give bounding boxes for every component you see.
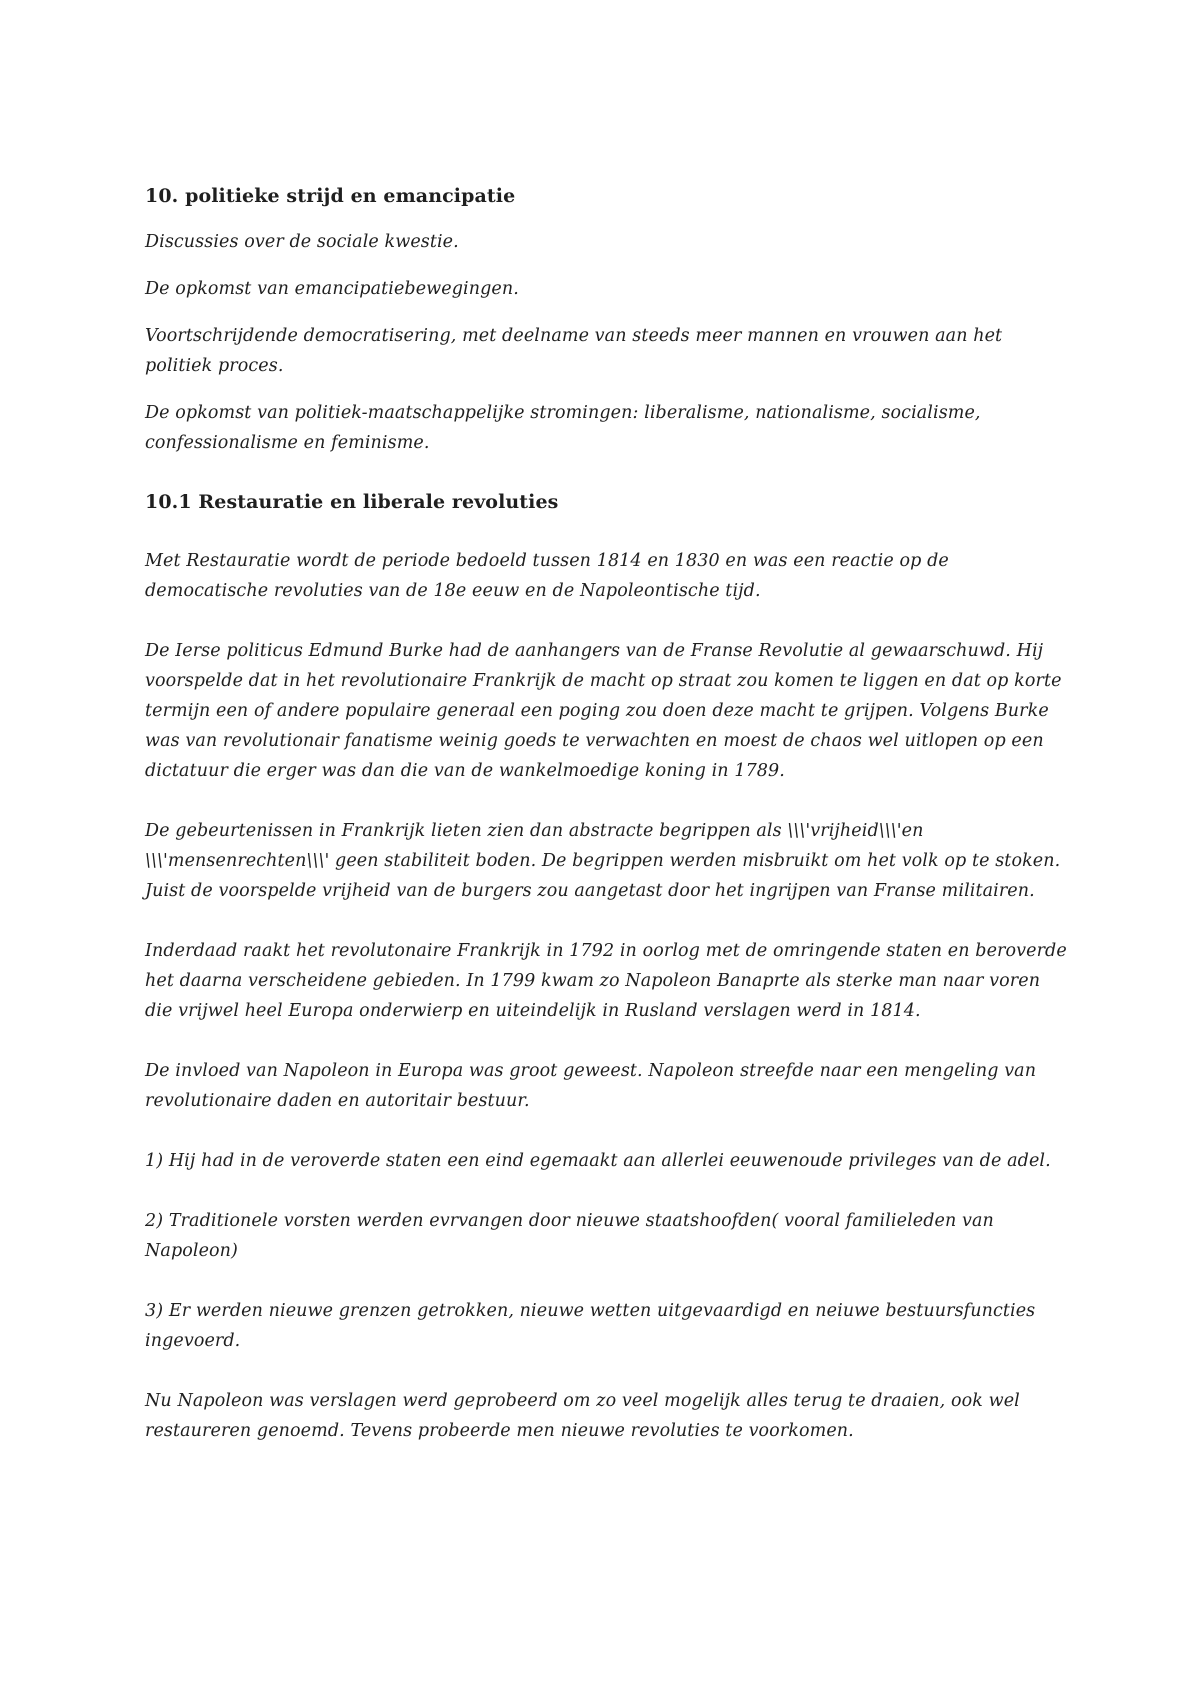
- paragraph-edmund-burke: De Ierse politicus Edmund Burke had de aanhangers van de Franse Revolutie al gewaarschuwd. Hij voorspelde dat in het revolutionaire Frankrijk de macht op straat zou komen te liggen en dat op korte termijn een of andere populaire generaal een poging zou doen deze macht te grijpen. Volgens Burke was van revolutionair fanatisme weinig goeds te verwachten en moest de chaos wel uitlopen op een dictatuur die erger was dan die van de wankelmoedige koning in 1789.: [145, 641, 1062, 781]
- paragraph-invloed-napoleon: De invloed van Napoleon in Europa was groot geweest. Napoleon streefde naar een mengeling van revolutionaire daden en autoritair bestuur.: [145, 1061, 1037, 1111]
- list-item-privileges-adel: 1) Hij had in de veroverde staten een eind egemaakt aan allerlei eeuwenoude privileges van de adel.: [145, 1151, 1051, 1171]
- section-heading-restauratie: 10.1 Restauratie en liberale revoluties: [145, 491, 559, 513]
- section-heading-politieke-strijd: 10. politieke strijd en emancipatie: [145, 185, 516, 207]
- paragraph-sociale-kwestie: Discussies over de sociale kwestie.: [145, 232, 459, 252]
- list-item-traditionele-vorsten: 2) Traditionele vorsten werden evrvangen door nieuwe staatshoofden( vooral familieleden van Napoleon): [145, 1211, 994, 1261]
- list-item-nieuwe-grenzen: 3) Er werden nieuwe grenzen getrokken, nieuwe wetten uitgevaardigd en neiuwe bestuursfuncties ingevoerd.: [145, 1301, 1036, 1351]
- paragraph-oorlog-1792: Inderdaad raakt het revolutonaire Frankrijk in 1792 in oorlog met de omringende staten en beroverde het daarna verscheidene gebieden. In 1799 kwam zo Napoleon Banaprte als sterke man naar voren die vrijwel heel Europa onderwierp en uiteindelijk in Rusland verslagen werd in 1814.: [145, 941, 1067, 1021]
- paragraph-gebeurtenissen-frankrijk: De gebeurtenissen in Frankrijk lieten zien dan abstracte begrippen als \\\'vrijheid\\\'en \\\'mensenrechten\\\' geen stabiliteit boden. De begrippen werden misbruikt om het volk op te stoken. Juist de voorspelde vrijheid van de burgers zou aangetast door het ingrijpen van Franse militairen.: [145, 821, 1061, 901]
- paragraph-democratisering: Voortschrijdende democratisering, met deelname van steeds meer mannen en vrouwen aan het politiek proces.: [145, 326, 1003, 376]
- paragraph-restaureren: Nu Napoleon was verslagen werd geprobeerd om zo veel mogelijk alles terug te draaien, ook wel restaureren genoemd. Tevens probeerde men nieuwe revoluties te voorkomen.: [145, 1391, 1020, 1441]
- paragraph-emancipatiebewegingen: De opkomst van emancipatiebewegingen.: [145, 279, 519, 299]
- paragraph-stromingen: De opkomst van politiek-maatschappelijke stromingen: liberalisme, nationalisme, socialisme, confessionalisme en feminisme.: [145, 403, 981, 453]
- document-body: [145, 182, 1070, 1446]
- paragraph-restauratie-definitie: Met Restauratie wordt de periode bedoeld tussen 1814 en 1830 en was een reactie op de democatische revoluties van de 18e eeuw en de Napoleontische tijd.: [145, 551, 949, 601]
